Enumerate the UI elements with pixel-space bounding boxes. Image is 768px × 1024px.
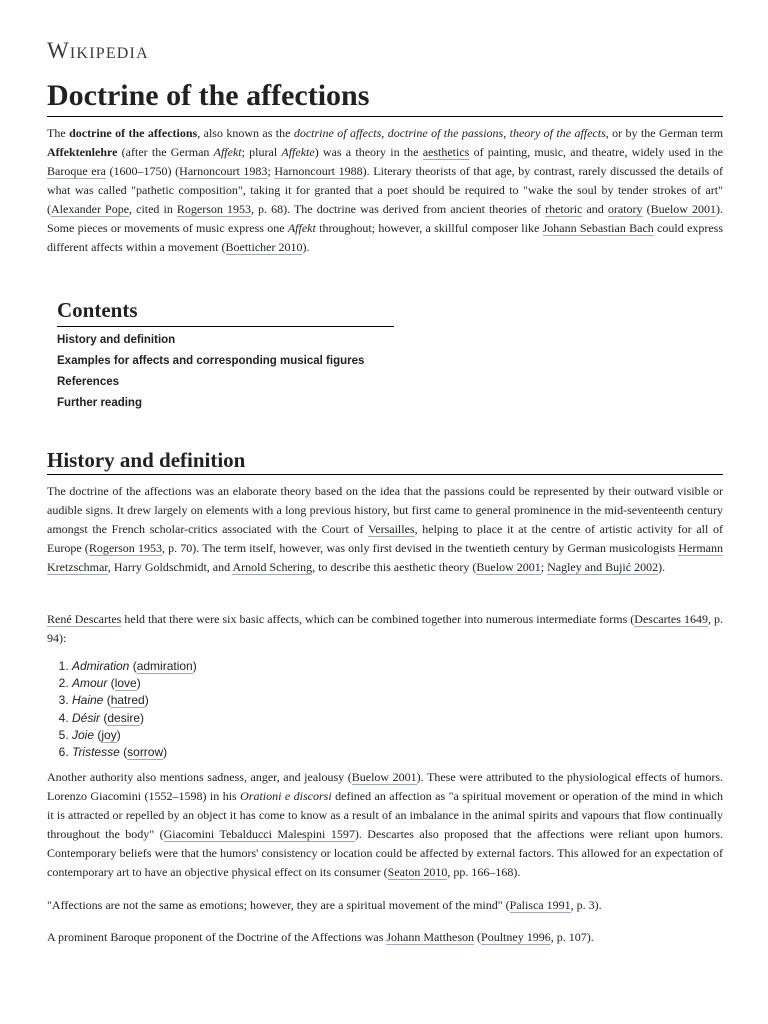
history-paragraph-2: [47, 610, 723, 648]
history-paragraph-5: [47, 928, 723, 947]
inline-link[interactable]: Poultney 1996: [481, 930, 551, 944]
inline-link[interactable]: Johann Sebastian Bach: [542, 221, 654, 235]
text-run: , p. 94):: [47, 612, 724, 645]
text-run: of painting, music, and theatre, widely used in the: [469, 145, 723, 159]
text-run: ).: [658, 560, 666, 574]
toc-item-further-reading[interactable]: Further reading: [57, 397, 142, 409]
inline-link[interactable]: Rogerson 1953: [88, 541, 162, 555]
text-run: (1600–1750) (: [105, 164, 180, 178]
page-title: Doctrine of the affections: [47, 78, 723, 117]
text-run: , p. 107).: [550, 930, 594, 944]
affect-link[interactable]: desire: [107, 710, 141, 725]
text-run: ,: [381, 126, 388, 140]
inline-link[interactable]: Rogerson 1953: [176, 202, 251, 216]
inline-link[interactable]: Giacomini Tebalducci Malespini 1597: [163, 827, 355, 841]
text-run: could express different affects within a movement (: [47, 221, 723, 254]
inline-link[interactable]: Alexander Pope: [51, 202, 130, 216]
history-paragraph-4: [47, 896, 723, 915]
italic-term: doctrine of the passions: [387, 126, 504, 140]
text-run: , helping to place it at the centre of artistic activity for all of Europe (: [47, 522, 724, 555]
inline-link[interactable]: Buelow 2001: [650, 202, 717, 216]
list-item: 1. Admiration (admiration): [72, 658, 197, 675]
inline-link[interactable]: Arnold Schering: [232, 560, 313, 574]
inline-link[interactable]: Baroque era: [47, 164, 106, 178]
italic-term: Affekt: [287, 221, 316, 235]
text-run: held that there were six basic affects, which can be combined together into numerous intermediate forms (: [121, 612, 635, 626]
text-run: ). Some pieces or movements of music express one: [47, 202, 724, 235]
text-run: , p. 3).: [570, 898, 602, 912]
text-run: ) was a theory in the: [314, 145, 423, 159]
text-run: The doctrine of the affections was an elaborate theory based on the idea that the passions could be represented by their outward visible or audible signs. It drew largely on elements with a long previous history, but first came to general prominence in the mid-seventeenth century amongst the French scholar-critics associated with the Court of: [47, 484, 723, 536]
italic-term: Orationi e discorsi: [240, 789, 332, 803]
text-run: ). These were attributed to the physiological effects of humors. Lorenzo Giacomini (1552–1598) in his: [47, 770, 724, 803]
list-item: 4. Désir (desire): [72, 710, 197, 727]
bold-term: doctrine of the affections: [69, 126, 198, 140]
list-item: 5. Joie (joy): [72, 727, 197, 744]
inline-link[interactable]: Johann Mattheson: [386, 930, 475, 944]
text-run: , also known as the: [197, 126, 294, 140]
text-run: ). Descartes also proposed that the affections were reliant upon humors. Contemporary beliefs were that the humors' consistency or location could be affected by external factors. This allowed for an expectation of contemporary art to have an objective physical effect on its consumer (: [47, 827, 723, 879]
history-paragraph-1: [47, 482, 723, 577]
toc-list: [57, 330, 394, 414]
text-run: (after the German: [117, 145, 214, 159]
inline-link[interactable]: aesthetics: [422, 145, 470, 159]
text-run: ,: [503, 126, 510, 140]
inline-link[interactable]: Descartes 1649: [634, 612, 708, 626]
text-run: ).: [302, 240, 310, 254]
affect-link[interactable]: love: [114, 676, 137, 691]
text-run: ). Literary theorists of that age, by contrast, rarely discussed the details of what was called "pathetic composition", taking it for granted that a poet should be required to "wake the soul by tender strokes of art" (: [47, 164, 723, 216]
inline-link[interactable]: Buelow 2001: [351, 770, 417, 784]
inline-link[interactable]: Buelow 2001: [476, 560, 541, 574]
wikipedia-wordmark[interactable]: Wikipedia: [47, 38, 149, 63]
inline-link[interactable]: Nagley and Bujić 2002: [547, 560, 659, 574]
inline-link[interactable]: Boetticher 2010: [225, 240, 303, 254]
affect-link[interactable]: joy: [101, 727, 117, 742]
text-run: , to describe this aesthetic theory (: [312, 560, 477, 574]
text-run: ;: [540, 560, 548, 574]
text-run: and: [582, 202, 608, 216]
text-run: (: [474, 930, 482, 944]
affect-link[interactable]: sorrow: [127, 745, 164, 760]
text-run: , pp. 166–168).: [447, 865, 521, 879]
intro-paragraph: [47, 124, 723, 257]
inline-link[interactable]: Harnoncourt 1983: [179, 164, 268, 178]
list-item: 6. Tristesse (sorrow): [72, 744, 197, 761]
toc-heading: Contents: [57, 296, 394, 327]
inline-link[interactable]: René Descartes: [47, 612, 122, 626]
text-run: , cited in: [129, 202, 177, 216]
inline-link[interactable]: Versailles: [367, 522, 415, 536]
inline-link[interactable]: Harnoncourt 1988: [274, 164, 363, 178]
italic-term: theory of the affects: [509, 126, 606, 140]
inline-link[interactable]: oratory: [607, 202, 643, 216]
text-run: A prominent Baroque proponent of the Doctrine of the Affections was: [47, 930, 387, 944]
text-run: ; plural: [241, 145, 282, 159]
inline-link[interactable]: Hermann Kretzschmar: [47, 541, 723, 574]
text-run: ;: [267, 164, 275, 178]
text-run: "Affections are not the same as emotions; however, they are a spiritual movement of the mind" (: [47, 898, 510, 912]
text-run: defined an affection as "a spiritual movement or operation of the mind in which it is attracted or repelled by an object it has come to know as a result of an imbalance in the animal spirits and vapours that flow continually throughout the body" (: [47, 789, 724, 841]
text-run: Another authority also mentions sadness, anger, and jealousy (: [47, 770, 352, 784]
list-item: 2. Amour (love): [72, 675, 197, 692]
inline-link[interactable]: Seaton 2010: [387, 865, 448, 879]
table-of-contents: [57, 296, 394, 414]
text-run: , p. 68). The doctrine was derived from ancient theories of: [250, 202, 546, 216]
text-run: (: [642, 202, 651, 216]
text-run: The: [47, 126, 70, 140]
text-run: , Harry Goldschmidt, and: [107, 560, 233, 574]
inline-link[interactable]: Palisca 1991: [509, 898, 571, 912]
italic-term: Affekte: [281, 145, 315, 159]
history-paragraph-3: [47, 768, 723, 882]
affect-link[interactable]: hatred: [110, 693, 145, 708]
toc-item-references[interactable]: References: [57, 376, 120, 388]
affect-link[interactable]: admiration: [136, 659, 193, 673]
toc-item-examples[interactable]: Examples for affects and corresponding musical figures: [57, 355, 365, 367]
list-item: 3. Haine (hatred): [72, 692, 197, 709]
affects-list: [47, 658, 197, 761]
bold-term: Affektenlehre: [47, 145, 118, 159]
text-run: , p. 70). The term itself, however, was only first devised in the twentieth century by German musicologists: [161, 541, 679, 555]
toc-item-history[interactable]: History and definition: [57, 334, 176, 346]
text-run: , or by the German term: [605, 126, 724, 140]
italic-term: Affekt: [213, 145, 242, 159]
section-heading-history: History and definition: [47, 446, 723, 475]
text-run: throughout; however, a skillful composer like: [315, 221, 543, 235]
italic-term: doctrine of affects: [293, 126, 382, 140]
inline-link[interactable]: rhetoric: [545, 202, 583, 216]
